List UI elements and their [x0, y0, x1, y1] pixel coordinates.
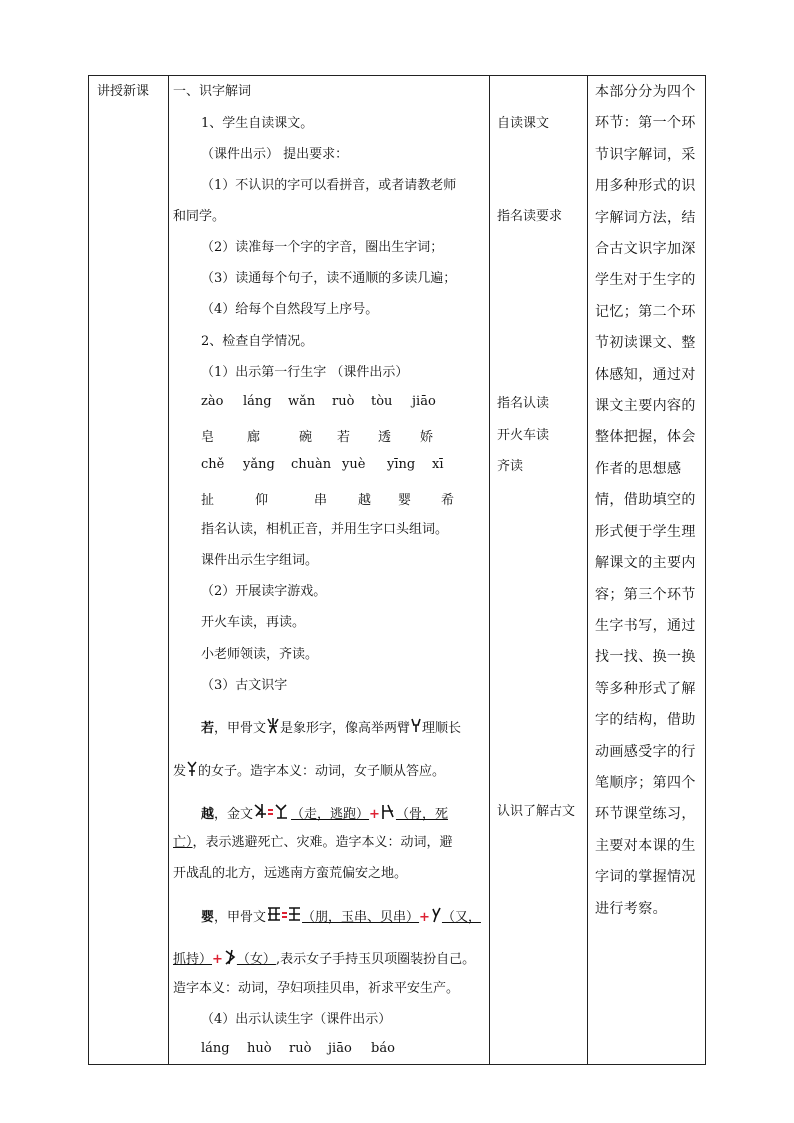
text: 发: [173, 764, 187, 779]
plus-sign: +: [369, 807, 380, 822]
requirement-4: （4）给每个自然段写上序号。: [201, 302, 379, 317]
bronze-yue-glyph: [253, 802, 291, 822]
heading: 一、识字解词: [173, 84, 252, 99]
instruction: 课件出示生字组词。: [201, 553, 319, 568]
oracle-bone-nv-glyph: [223, 948, 237, 966]
pinyin: xī: [432, 457, 444, 472]
pinyin-row-1: [169, 394, 489, 414]
pinyin: ruò: [332, 394, 355, 409]
pinyin: yīng: [387, 457, 416, 472]
sub-step-1: （1）出示第一行生字 （课件出示）: [201, 365, 409, 380]
hanzi: 婴: [398, 493, 412, 508]
section-label: 讲授新课: [97, 84, 150, 99]
text: ,表示女子手持玉贝项圈装扮自己。: [275, 952, 476, 967]
hanzi: 串: [314, 493, 328, 508]
column-divider: [489, 76, 490, 1064]
pinyin: huò: [247, 1041, 272, 1056]
text: （朋，玉串、贝串）: [302, 910, 420, 925]
text: ，甲骨文: [214, 910, 267, 925]
ruo-explanation-line-2: [173, 760, 445, 782]
text: 的女子。造字本义：动词，女子顺从答应。: [198, 764, 446, 779]
hanzi: 透: [378, 430, 392, 445]
text: ，甲骨文: [214, 721, 267, 736]
yue-explanation-line-1: [201, 802, 448, 825]
plus-sign: +: [419, 910, 430, 925]
hanzi: 娇: [420, 430, 434, 445]
hanzi: 皂: [201, 430, 215, 445]
pinyin: jiāo: [412, 394, 436, 409]
column-divider: [168, 76, 169, 1064]
pinyin: láng: [243, 394, 272, 409]
design-intent-text: 本部分分为四个环节：第一个环节识字解词，采用多种形式的识字解词方法，结合古文识字加深学生对于生字的记忆；第二个环节初读课文、整体感知，通过对课文主要内容的整体把握，体会作者的思想感情，借助填空的形式便于学生理解课文的主要内容；第三个环节生字书写，通过找一找、换一换等多种形式了解字的结构，借助动画感受字的行笔顺序；第四个环节课堂练习，主要对本课的生字词的掌握情况进行考察。: [595, 84, 696, 917]
hanzi: 越: [358, 493, 372, 508]
step-2: 2、检查自学情况。: [201, 334, 314, 349]
ying-explanation-line-1: [201, 905, 481, 928]
pinyin: chě: [201, 457, 225, 472]
text: （骨，死: [395, 807, 448, 822]
hanzi-row-1: [169, 426, 489, 446]
hanzi: 碗: [299, 430, 313, 445]
plus-sign: +: [212, 952, 223, 967]
bronze-gu-glyph: [380, 803, 396, 821]
lesson-plan-table: [88, 75, 706, 1065]
text: ，金文: [214, 807, 254, 822]
activity: 开火车读: [497, 428, 550, 443]
requirement-1a: （1）不认识的字可以看拼音，或者请教老师: [201, 178, 457, 193]
yue-explanation-line-2: [173, 833, 453, 853]
hanzi: 廊: [247, 430, 261, 445]
oracle-bone-ruo-glyph: [266, 717, 280, 735]
text: （走，逃跑）: [291, 807, 370, 822]
pinyin: jiāo: [328, 1041, 352, 1056]
sub-step-2: （2）开展读字游戏。: [201, 584, 327, 599]
text: 理顺长: [422, 721, 462, 736]
text: 抓持）: [173, 952, 213, 967]
activity: 齐读: [497, 459, 524, 474]
activity: 指名认读: [497, 396, 550, 411]
hanzi: 扯: [201, 493, 215, 508]
requirement-1b: 和同学。: [173, 209, 226, 224]
pinyin-row-3: [169, 1041, 489, 1061]
yue-explanation-line-3: 开战乱的北方，远逃南方蛮荒偏安之地。: [173, 866, 408, 881]
ruo-explanation-line-1: [201, 717, 461, 739]
pinyin: wǎn: [288, 394, 316, 409]
oracle-bone-hair-glyph: [186, 760, 198, 778]
text: （女）: [236, 952, 276, 967]
text: （又，: [441, 910, 481, 925]
instruction: 指名认读，相机正音，并用生字口头组词。: [201, 522, 449, 537]
pinyin: ruò: [289, 1041, 312, 1056]
pinyin: yǎng: [243, 457, 275, 472]
yue-char: 越: [201, 807, 215, 822]
pinyin-row-2: [169, 457, 489, 477]
hanzi: 希: [441, 493, 455, 508]
instruction: 小老师领读，齐读。: [201, 647, 319, 662]
activity: 指名读要求: [497, 209, 563, 224]
hanzi-row-2: [169, 489, 489, 509]
ying-explanation-line-3: 造字本义：动词，孕妇项挂贝串，祈求平安生产。: [173, 981, 460, 996]
text: ，表示逃避死亡、灾难。造字本义：动词，避: [192, 835, 453, 850]
pinyin: báo: [371, 1041, 395, 1056]
requirement-3: （3）读通每个句子，读不通顺的多读几遍；: [201, 271, 457, 286]
hanzi: 若: [337, 430, 351, 445]
ying-char: 婴: [201, 910, 215, 925]
oracle-bone-arms-glyph: [410, 717, 422, 735]
pinyin: tòu: [371, 394, 393, 409]
step-1: 1、学生自读课文。: [201, 116, 314, 131]
pinyin: yuè: [342, 457, 366, 472]
pinyin: chuàn: [291, 457, 332, 472]
courseware-note: （课件出示） 提出要求：: [201, 147, 349, 162]
ying-explanation-line-2: [173, 948, 475, 970]
text: 是象形字，像高举两臂: [280, 721, 411, 736]
oracle-bone-you-glyph: [430, 906, 442, 924]
oracle-bone-ying-glyph: [266, 905, 302, 925]
pinyin: láng: [201, 1041, 230, 1056]
sub-step-4: （4）出示认读生字（课件出示）: [201, 1012, 392, 1027]
pinyin: zào: [201, 394, 224, 409]
ruo-char: 若: [201, 721, 215, 736]
sub-step-3: （3）古文识字: [201, 678, 288, 693]
activity: 自读课文: [497, 116, 550, 131]
hanzi: 仰: [255, 493, 269, 508]
instruction: 开火车读，再读。: [201, 615, 306, 630]
requirement-2: （2）读准每一个字的字音，圈出生字词；: [201, 240, 444, 255]
activity: 认识了解古文: [497, 804, 576, 819]
text: 亡）: [173, 835, 193, 850]
